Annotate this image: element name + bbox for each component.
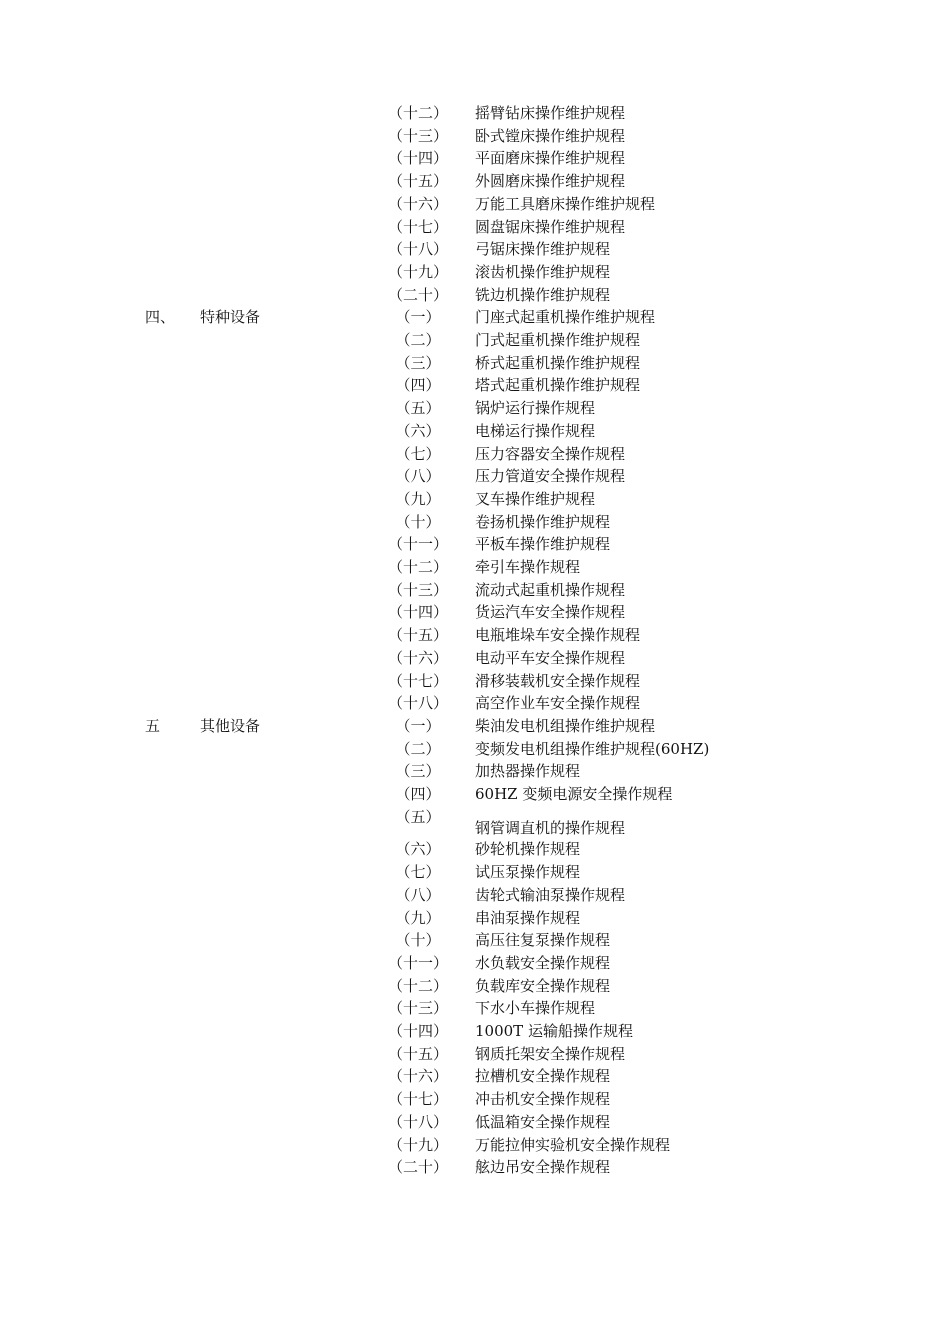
list-item: [0, 374, 950, 397]
list-item: [0, 443, 950, 466]
item-number: （十七）: [388, 671, 449, 690]
item-number: （十三）: [388, 126, 449, 145]
list-item: [0, 1043, 950, 1066]
item-number: （九）: [395, 489, 441, 508]
list-item: [0, 760, 950, 783]
item-title: 门式起重机操作维护规程: [475, 331, 641, 349]
item-number: （十四）: [388, 1022, 449, 1040]
item-title: 平面磨床操作维护规程: [475, 149, 626, 168]
item-number: （十四）: [388, 603, 449, 622]
list-item: [0, 861, 950, 884]
section-number: 四、: [145, 308, 176, 327]
list-item: [0, 838, 950, 861]
item-title: 卧式镗床操作维护规程: [475, 126, 626, 145]
list-item: [0, 238, 950, 261]
list-item: [0, 715, 950, 738]
item-number: （十四）: [388, 149, 449, 168]
section-number: 五: [145, 716, 161, 735]
list-item: [0, 216, 950, 239]
list-item: [0, 601, 950, 624]
item-number: （一）: [395, 716, 441, 735]
item-number: （十八）: [388, 694, 449, 713]
item-number: （四）: [395, 785, 441, 803]
item-title: 电梯运行操作规程: [475, 421, 596, 440]
item-title: 钢管调直机的操作规程: [475, 818, 626, 837]
item-number: （十五）: [388, 626, 449, 645]
item-title: 负载库安全操作规程: [475, 976, 611, 995]
item-number: （七）: [395, 863, 441, 882]
list-item: [0, 783, 950, 806]
list-item: [0, 1134, 950, 1157]
item-title: 60HZ 变频电源安全操作规程: [475, 785, 673, 803]
section-title: 其他设备: [200, 716, 261, 735]
item-number: （七）: [395, 444, 441, 463]
item-number: （十八）: [388, 1112, 449, 1131]
item-number: （十五）: [388, 172, 449, 191]
item-number: （五）: [395, 399, 441, 418]
list-item: [0, 907, 950, 930]
item-number: （十五）: [388, 1044, 449, 1063]
item-number: （六）: [395, 421, 441, 440]
item-number: （十）: [395, 931, 441, 950]
list-item: [0, 952, 950, 975]
list-item: [0, 1156, 950, 1179]
item-number: （十六）: [388, 648, 449, 667]
list-item: [0, 884, 950, 907]
list-item: [0, 807, 950, 839]
item-title: 柴油发电机组操作维护规程: [475, 716, 656, 735]
list-item: [0, 261, 950, 284]
item-number: （九）: [395, 908, 441, 927]
section-title: 特种设备: [200, 308, 261, 327]
item-title: 塔式起重机操作维护规程: [475, 376, 641, 395]
list-item: [0, 102, 950, 125]
list-item: [0, 329, 950, 352]
item-title: 舷边吊安全操作规程: [475, 1158, 611, 1177]
item-title: 圆盘锯床操作维护规程: [475, 217, 626, 236]
item-title: 锅炉运行操作规程: [475, 399, 596, 418]
list-item: [0, 397, 950, 420]
item-number: （十一）: [388, 535, 449, 554]
item-title: 变频发电机组操作维护规程(60HZ): [475, 739, 710, 758]
item-title: 电动平车安全操作规程: [475, 648, 626, 667]
item-title: 砂轮机操作规程: [475, 840, 581, 859]
item-title: 门座式起重机操作维护规程: [475, 308, 656, 327]
list-item: [0, 125, 950, 148]
list-item: [0, 1088, 950, 1111]
list-item: [0, 556, 950, 579]
item-title: 卷扬机操作维护规程: [475, 512, 611, 531]
list-item: [0, 624, 950, 647]
list-item: [0, 929, 950, 952]
item-title: 叉车操作维护规程: [475, 489, 596, 508]
item-title: 串油泵操作规程: [475, 908, 581, 927]
item-title: 弓锯床操作维护规程: [475, 240, 611, 259]
item-title: 低温箱安全操作规程: [475, 1112, 611, 1131]
item-title: 万能工具磨床操作维护规程: [475, 194, 656, 213]
item-number: （二十）: [388, 1158, 449, 1177]
item-title: 高压往复泵操作规程: [475, 931, 611, 950]
item-title: 下水小车操作规程: [475, 999, 596, 1018]
item-number: （十）: [395, 512, 441, 531]
item-number: （三）: [395, 762, 441, 781]
item-title: 平板车操作维护规程: [475, 535, 611, 554]
list-item: [0, 692, 950, 715]
item-number: （十七）: [388, 1090, 449, 1109]
item-number: （五）: [395, 807, 441, 826]
item-number: （八）: [395, 467, 441, 486]
item-number: （二）: [395, 739, 441, 758]
item-number: （十二）: [388, 558, 449, 576]
item-number: （四）: [395, 376, 441, 395]
item-title: 试压泵操作规程: [475, 863, 581, 882]
item-number: （八）: [395, 885, 441, 904]
item-number: （十七）: [388, 217, 449, 236]
list-item: [0, 306, 950, 329]
list-item: [0, 420, 950, 443]
list-item: [0, 284, 950, 307]
item-title: 压力管道安全操作规程: [475, 467, 626, 486]
list-item: [0, 511, 950, 534]
item-number: （六）: [395, 840, 441, 859]
item-number: （十八）: [388, 240, 449, 259]
item-number: （一）: [395, 308, 441, 327]
item-number: （二）: [395, 331, 441, 349]
item-title: 流动式起重机操作规程: [475, 580, 626, 599]
item-number: （十二）: [388, 976, 449, 995]
item-number: （二十）: [388, 285, 449, 304]
item-title: 齿轮式输油泵操作规程: [475, 885, 626, 904]
list-item: [0, 997, 950, 1020]
item-title: 摇臂钻床操作维护规程: [475, 104, 626, 122]
list-item: [0, 170, 950, 193]
item-number: （三）: [395, 353, 441, 372]
item-number: （十一）: [388, 953, 449, 972]
list-item: [0, 647, 950, 670]
item-title: 高空作业车安全操作规程: [475, 694, 641, 713]
item-number: （十三）: [388, 580, 449, 599]
item-title: 加热器操作规程: [475, 762, 581, 781]
item-title: 万能拉伸实验机安全操作规程: [475, 1135, 671, 1154]
item-number: （十九）: [388, 1135, 449, 1154]
item-title: 电瓶堆垛车安全操作规程: [475, 626, 641, 645]
list-item: [0, 488, 950, 511]
item-title: 桥式起重机操作维护规程: [475, 353, 641, 372]
item-title: 压力容器安全操作规程: [475, 444, 626, 463]
item-title: 冲击机安全操作规程: [475, 1090, 611, 1109]
list-item: [0, 738, 950, 761]
item-title: 水负载安全操作规程: [475, 953, 611, 972]
item-number: （十六）: [388, 1067, 449, 1086]
item-number: （十六）: [388, 194, 449, 213]
list-item: [0, 193, 950, 216]
item-title: 1000T 运输船操作规程: [475, 1022, 633, 1040]
list-item: [0, 1020, 950, 1043]
item-title: 拉槽机安全操作规程: [475, 1067, 611, 1086]
item-title: 牵引车操作规程: [475, 558, 581, 576]
list-item: [0, 1111, 950, 1134]
list-item: [0, 465, 950, 488]
item-title: 外圆磨床操作维护规程: [475, 172, 626, 191]
list-item: [0, 1065, 950, 1088]
list-item: [0, 533, 950, 556]
list-item: [0, 670, 950, 693]
list-item: [0, 579, 950, 602]
list-item: [0, 352, 950, 375]
item-number: （十二）: [388, 104, 449, 122]
list-item: [0, 147, 950, 170]
item-number: （十九）: [388, 262, 449, 281]
item-title: 滚齿机操作维护规程: [475, 262, 611, 281]
list-item: [0, 975, 950, 998]
item-title: 货运汽车安全操作规程: [475, 603, 626, 622]
item-title: 铣边机操作维护规程: [475, 285, 611, 304]
item-number: （十三）: [388, 999, 449, 1018]
item-title: 钢质托架安全操作规程: [475, 1044, 626, 1063]
item-title: 滑移装载机安全操作规程: [475, 671, 641, 690]
